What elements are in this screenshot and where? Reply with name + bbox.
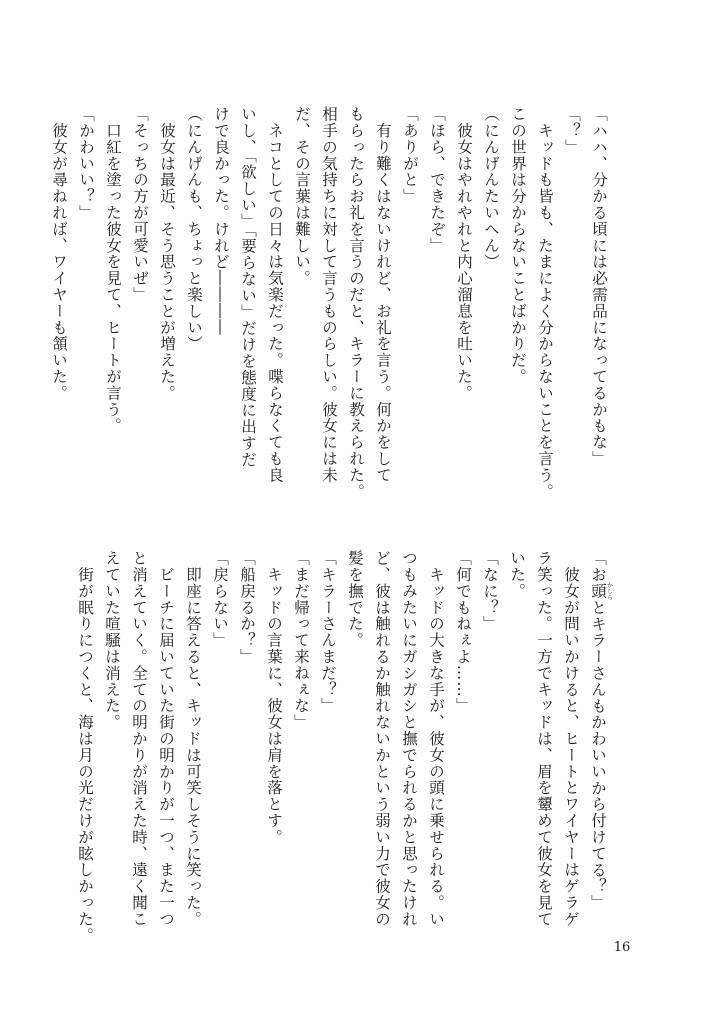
ruby-base: 頭 xyxy=(589,582,607,601)
text-line: いし、「欲しい」「要らない」だけを態度に出すだ xyxy=(239,106,257,468)
text-line: ネコとしての日々は気楽だった。喋らなくても良 xyxy=(266,106,284,484)
text-line: （にんげんも、ちょっと楽しい） xyxy=(185,106,203,352)
text-line: 彼女はやれやれと内心溜息を吐いた。 xyxy=(455,106,473,402)
text-line: つもみたいにガシガシと撫でられるかと思ったけれ xyxy=(400,550,418,928)
text-line: キッドの大きな手が、彼女の頭に乗せられる。い xyxy=(427,550,445,928)
text-line: （にんげんたいへん） xyxy=(482,106,500,270)
text-line: ラ笑った。一方でキッドは、眉を顰めて彼女を見て xyxy=(535,550,553,928)
text-line: だ、その言葉は難しい。 xyxy=(293,106,311,287)
text-line: もらったらお礼を言うのだと、キラーに教えられた。 xyxy=(347,106,365,500)
text-line: いた。 xyxy=(508,550,526,600)
text-line: 彼女が問いかけると、ヒートとワイヤーはゲラゲ xyxy=(562,550,580,928)
page-number: 16 xyxy=(613,940,631,955)
ruby-line-before: 「お xyxy=(589,550,607,583)
ruby-annotation xyxy=(589,582,613,601)
text-line: 「？」 xyxy=(563,106,581,156)
text-line: 街が眠りにつくと、海は月の光だけが眩しかった。 xyxy=(76,550,94,944)
text-line: 「何でもねぇよ……」 xyxy=(454,550,472,714)
text-line-with-ruby xyxy=(584,550,612,925)
text-line: 「かわいい？」 xyxy=(77,106,95,221)
bottom-text-block xyxy=(76,550,613,944)
text-line: 彼女は最近、そう思うことが増えた。 xyxy=(158,106,176,402)
text-line: ど、彼は触れるか触れないかという弱い力で彼女の xyxy=(373,550,391,928)
text-line: 「キラーさんまだ？」 xyxy=(319,550,337,714)
text-line: けで良かった。けれど―――― xyxy=(212,106,230,336)
text-line: 彼女が尋ねれば、ワイヤーも頷いた。 xyxy=(50,106,68,402)
top-text-block xyxy=(50,106,612,500)
text-line: 「なに？」 xyxy=(481,550,499,632)
text-line: 「まだ帰って来ねぇな」 xyxy=(292,550,310,731)
text-line: 髪を撫でた。 xyxy=(346,550,364,649)
text-line: 「船戻るか？」 xyxy=(238,550,256,665)
text-line: 口紅を塗った彼女を見て、ヒートが言う。 xyxy=(104,106,122,434)
ruby-reading: かしら xyxy=(605,582,613,601)
text-line: 相手の気持ちに対して言うものらしい。彼女には未 xyxy=(320,106,338,484)
text-line: 「ハハ、分かる頃には必需品になってるかもな」 xyxy=(590,106,608,467)
text-line: 「戻らない」 xyxy=(211,550,229,649)
ruby-line-after: とキラーさんもかわいいから付けてる？」 xyxy=(589,599,607,911)
text-line: キッドの言葉に、彼女は肩を落とす。 xyxy=(265,550,283,846)
text-line: 「そっちの方が可愛いぜ」 xyxy=(131,106,149,303)
text-line: 「ほら、できたぞ」 xyxy=(428,106,446,254)
text-line: この世界は分からないことばかりだ。 xyxy=(509,106,527,385)
text-line: 即座に答えると、キッドは可笑しそうに笑った。 xyxy=(184,550,202,928)
text-line: キッドも皆も、たまによく分からないことを言う。 xyxy=(536,106,554,500)
text-line: と消えていく。全ての明かりが消えた時、遠く聞こ xyxy=(130,550,148,928)
text-line: 有り難くはないけれど、お礼を言う。何かをして xyxy=(374,106,392,484)
text-line: 「ありがと」 xyxy=(401,106,419,205)
text-line: ビーチに届いていた街の明かりが一つ、また一つ xyxy=(157,550,175,928)
text-line: えていた喧騒は消えた。 xyxy=(103,550,121,731)
